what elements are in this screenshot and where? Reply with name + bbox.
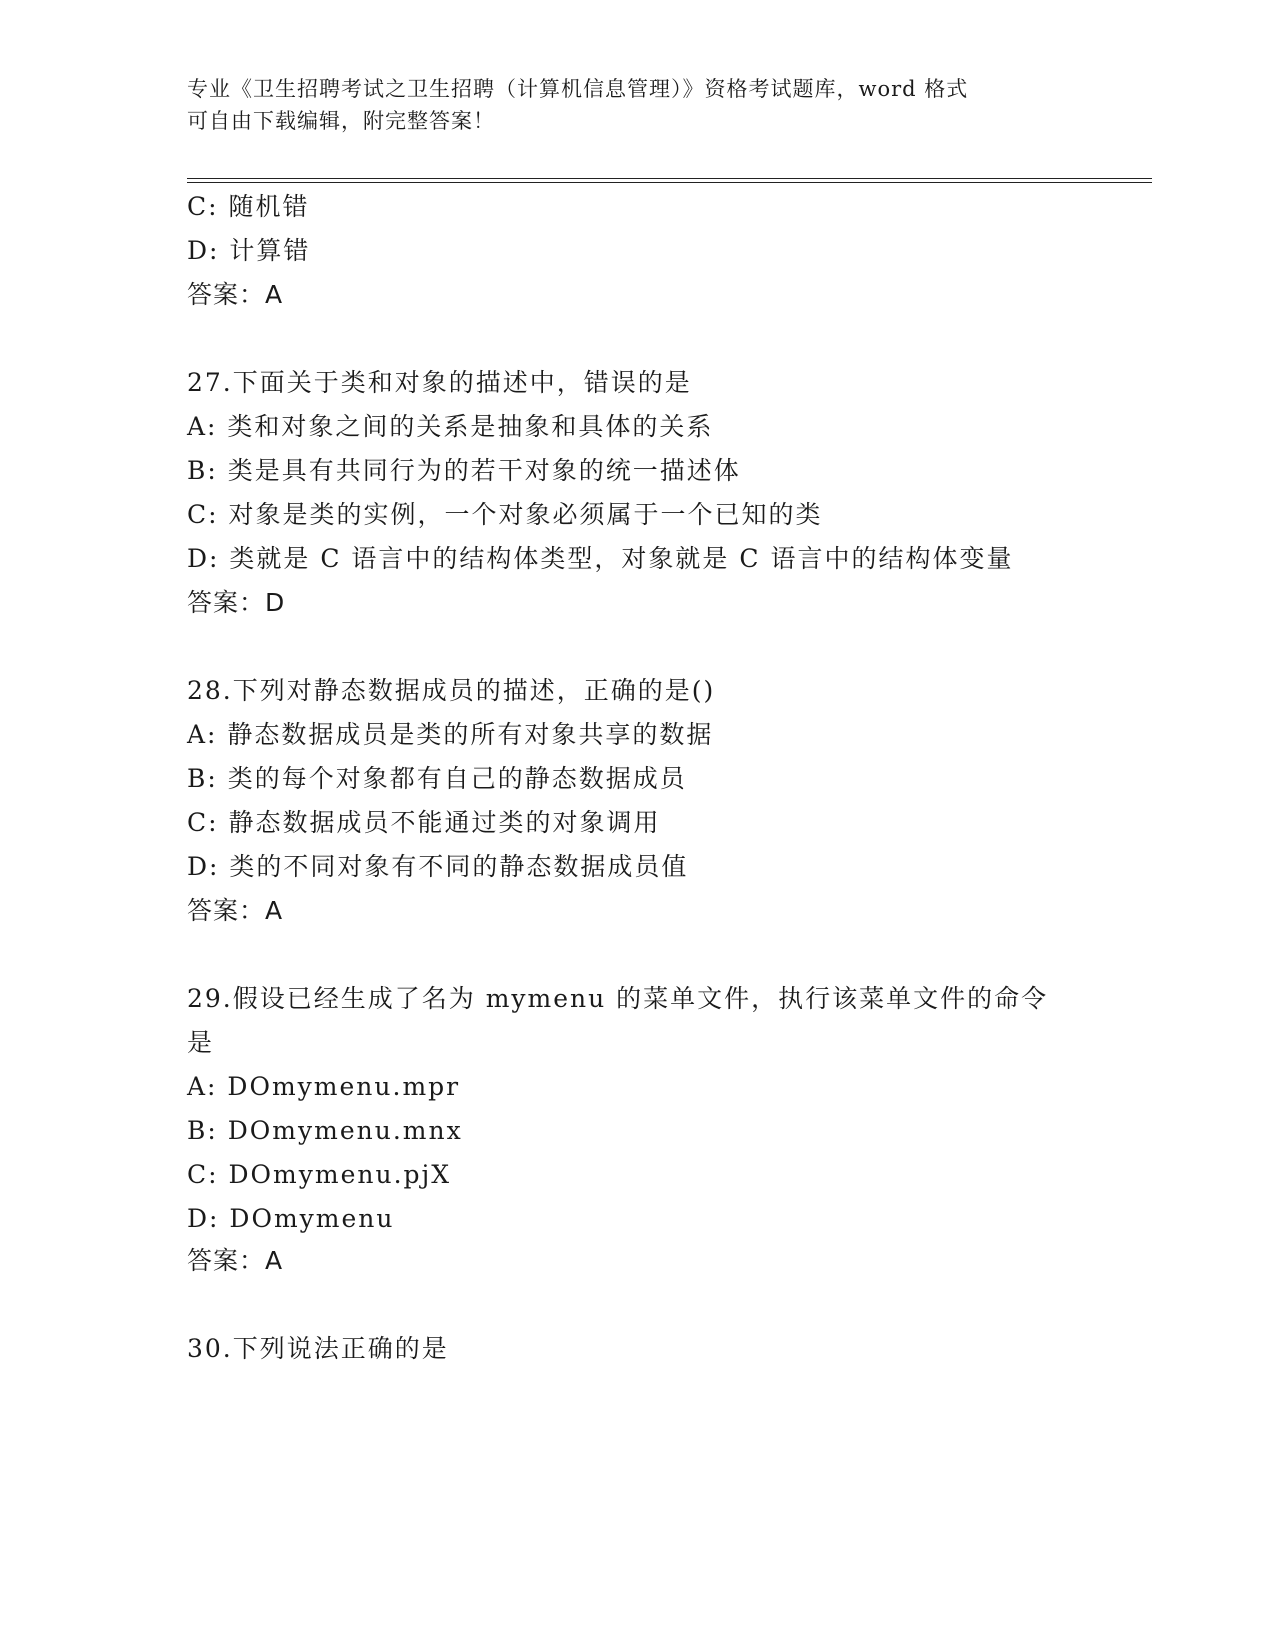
q28-option-c: C: 静态数据成员不能通过类的对象调用: [187, 808, 661, 837]
q27-option-b: B: 类是具有共同行为的若干对象的统一描述体: [187, 456, 741, 485]
header-divider-top: [187, 178, 1152, 179]
q26-answer: 答案：A: [187, 280, 284, 309]
q29-answer: 答案：A: [187, 1246, 284, 1275]
document-header: [187, 73, 1067, 137]
q28-answer: 答案：A: [187, 896, 284, 925]
q28-option-d: D: 类的不同对象有不同的静态数据成员值: [187, 852, 689, 881]
q26-option-d: D: 计算错: [187, 236, 311, 265]
q29-option-b: B: DOmymenu.mnx: [187, 1116, 463, 1145]
q27-option-d: D: 类就是 C 语言中的结构体类型，对象就是 C 语言中的结构体变量: [187, 544, 1014, 573]
header-line-1: 专业《卫生招聘考试之卫生招聘（计算机信息管理）》资格考试题库，word 格式: [187, 77, 969, 101]
q29-question-line-1: 29.假设已经生成了名为 mymenu 的菜单文件，执行该菜单文件的命令: [187, 984, 1049, 1013]
q29-question-line-2: 是: [187, 1028, 215, 1057]
q29-option-d: D: DOmymenu: [187, 1204, 395, 1233]
q27-option-a: A: 类和对象之间的关系是抽象和具体的关系: [187, 412, 714, 441]
q26-option-c: C: 随机错: [187, 192, 310, 221]
q27-option-c: C: 对象是类的实例，一个对象必须属于一个已知的类: [187, 500, 823, 529]
q27-question: 27.下面关于类和对象的描述中，错误的是: [187, 368, 692, 397]
q27-answer: 答案：D: [187, 588, 286, 617]
q30-question: 30.下列说法正确的是: [187, 1334, 449, 1363]
header-divider-bottom: [187, 182, 1152, 183]
q28-question: 28.下列对静态数据成员的描述，正确的是(): [187, 676, 716, 705]
q29-option-c: C: DOmymenu.pjX: [187, 1160, 452, 1189]
q28-option-a: A: 静态数据成员是类的所有对象共享的数据: [187, 720, 714, 749]
header-line-2: 可自由下载编辑，附完整答案！: [187, 109, 495, 133]
q28-option-b: B: 类的每个对象都有自己的静态数据成员: [187, 764, 687, 793]
q29-option-a: A: DOmymenu.mpr: [187, 1072, 461, 1101]
